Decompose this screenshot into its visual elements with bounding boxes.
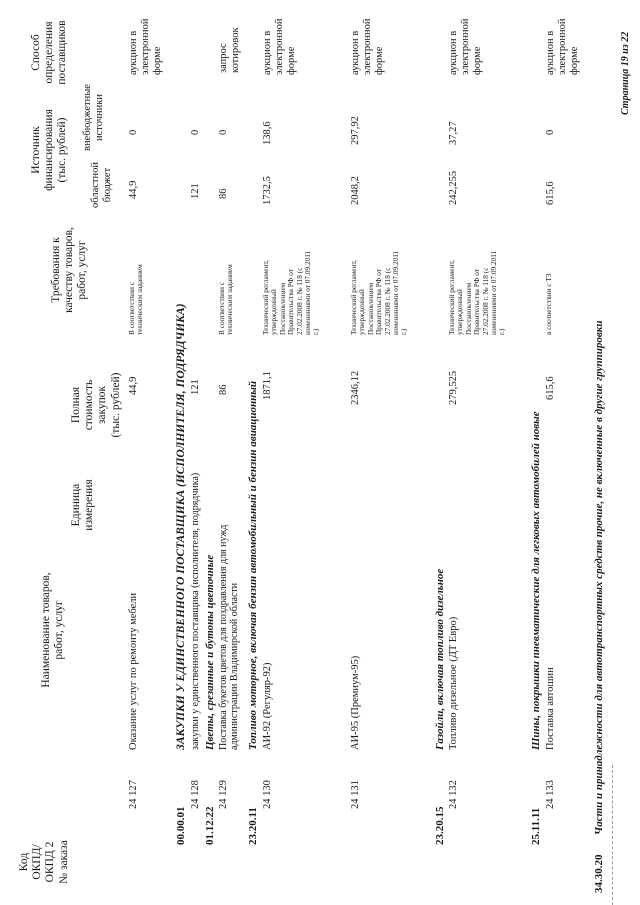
- cell-num: 127: [128, 780, 139, 796]
- row-127-req: [128, 264, 145, 335]
- header-method-line: поставщиков: [56, 20, 69, 85]
- row-127-extra: 0: [128, 129, 139, 135]
- req-line: Постановлением: [463, 282, 473, 335]
- row-127-method: [128, 18, 163, 75]
- header-cost-line: (тыс. рублей): [109, 372, 122, 438]
- row-132-code: [448, 780, 460, 809]
- header-name: [40, 555, 66, 705]
- req-line: Правительства РФ от: [286, 268, 296, 335]
- row-132-name: Топливо дизельное (ДТ Евро): [448, 616, 459, 750]
- req-line: изменениями от 07.09.2011: [488, 250, 498, 335]
- row-133-budget: 615,6: [545, 181, 556, 205]
- row-133-cost: 615,6: [545, 376, 556, 400]
- row-131-req: [350, 251, 409, 335]
- row-132-cost: 279,525: [448, 370, 459, 405]
- header-src-line: финансирования: [43, 109, 56, 191]
- method-line: электронной: [273, 18, 285, 75]
- header-cost-line: стоимость: [83, 379, 96, 431]
- header-code-line: Код: [18, 852, 30, 872]
- req-line: 27.02.2008 г. № 118 (с: [480, 267, 490, 335]
- method-line: котировок: [229, 27, 241, 73]
- section-00-00-01-title: ЗАКУПКИ У ЕДИНСТВЕННОГО ПОСТАВЩИКА (ИСПОЛНИТЕЛЯ, ПОДРЯДЧИКА): [175, 303, 187, 750]
- cell-code: 24: [545, 798, 556, 809]
- header-source: [30, 100, 70, 200]
- method-line: форме: [285, 46, 297, 75]
- row-130-name: АИ-92 (Регуляр-92): [262, 662, 273, 750]
- req-line: В соответствии с: [127, 282, 136, 335]
- method-line: форме: [568, 46, 580, 75]
- method-line: аукцион в: [262, 30, 273, 75]
- row-131-code: [350, 780, 362, 809]
- page-number: Страница 19 из 22: [620, 31, 631, 115]
- req-line: изменениями от 07.09.2011: [390, 250, 400, 335]
- method-line: аукцион в: [545, 30, 556, 75]
- method-line: электронной: [361, 18, 373, 75]
- cell-num: 129: [218, 780, 229, 796]
- header-src-line: (тыс. рублей): [56, 117, 69, 183]
- section-25-11-11-title: Шины, покрышки пневматические для легковых автомобилей новые: [530, 411, 542, 750]
- method-line: электронной: [139, 18, 151, 75]
- row-133-extra: 0: [545, 129, 556, 135]
- row-129-extra: 0: [218, 129, 229, 135]
- header-source-budget: [90, 155, 114, 215]
- row-133-method: [545, 18, 580, 75]
- row-132-method: [448, 18, 483, 75]
- row-130-budget: 1732,5: [262, 176, 273, 205]
- row-127-cost: 44,9: [128, 376, 139, 395]
- row-128-cost: 121: [190, 379, 201, 395]
- cell-num: 133: [545, 780, 556, 796]
- cell-num: 132: [448, 780, 459, 796]
- req-line: Постановлением: [365, 282, 375, 335]
- cell-num: 130: [262, 780, 273, 796]
- method-line: аукцион в: [350, 30, 361, 75]
- cell-code: 24: [448, 798, 459, 809]
- req-line: Постановлением: [277, 282, 287, 335]
- cell-num: 131: [350, 780, 361, 796]
- method-line: электронной: [459, 18, 471, 75]
- header-code: [18, 827, 71, 897]
- req-line: утвержденный: [269, 289, 279, 335]
- section-23-20-11-code: 23.20.11: [247, 807, 259, 845]
- section-34-30-20-title: Части и принадлежности для автотранспортных средств прочие, не включенные в другие группировки: [593, 320, 605, 835]
- header-req-line: работ, услуг: [76, 240, 89, 300]
- cell-code: 24: [218, 798, 229, 809]
- header-src-line: Источник: [30, 126, 42, 174]
- header-name-line: Наименование товаров,: [40, 572, 52, 688]
- header-code-line: ОКПД/: [31, 844, 44, 880]
- header-cost: [70, 355, 123, 455]
- row-133-name: Поставка автошин: [545, 667, 556, 750]
- req-line: г.): [399, 328, 409, 335]
- scan-artifact-line: [612, 765, 613, 905]
- header-unit-line: Единица: [70, 483, 82, 527]
- row-129-method: [218, 27, 242, 73]
- section-23-20-11-title: Топливо моторное, включая бензин автомобильный и бензин авиационный: [247, 380, 259, 750]
- row-128-code: [190, 780, 202, 809]
- row-132-req: [448, 251, 507, 335]
- req-line: Правительства РФ от: [472, 268, 482, 335]
- row-128-extra: 0: [190, 129, 201, 135]
- header-method: [30, 10, 70, 95]
- section-23-20-15-title: Газойли, включая топливо дизельное: [434, 568, 446, 750]
- req-line: г.): [497, 328, 507, 335]
- row-130-cost: 1871,1: [262, 371, 273, 400]
- header-req-line: Требования к: [50, 237, 62, 303]
- row-132-budget: 242,255: [448, 170, 459, 205]
- header-src-sub-line: внебюджетные: [82, 84, 93, 151]
- header-src-sub-line: бюджет: [102, 167, 114, 203]
- header-cost-line: Полная: [70, 386, 82, 424]
- header-method-line: определения: [43, 21, 56, 84]
- row-128-name: закупки у единственного поставщика (исполнителя, подрядчика): [190, 472, 201, 750]
- row-132-extra: 37,27: [448, 121, 459, 145]
- header-source-extra: [82, 80, 106, 155]
- row-131-extra: 297,92: [350, 116, 361, 145]
- row-129-budget: 86: [218, 188, 229, 199]
- row-130-method: [262, 18, 297, 75]
- name-line: Поставка букетов цветов для поздравления для нужд: [218, 524, 229, 750]
- header-unit: [70, 465, 96, 545]
- method-line: запрос: [218, 43, 229, 73]
- row-129-req: [218, 264, 235, 335]
- req-line: В соответствии с: [217, 282, 226, 335]
- row-127-name: Оказание услуг по ремонту мебели: [128, 592, 139, 750]
- req-line: техническим заданием: [135, 264, 145, 335]
- section-34-30-20-code: 34.30.20: [593, 854, 605, 893]
- row-129-name: [218, 525, 240, 750]
- row-133-code: [545, 780, 557, 809]
- row-127-budget: 44,9: [128, 180, 139, 199]
- req-line: изменениями от 07.09.2011: [302, 250, 312, 335]
- header-requirements: [50, 205, 90, 335]
- row-131-budget: 2048,2: [350, 176, 361, 205]
- row-131-method: [350, 18, 385, 75]
- req-line: Технический регламент,: [447, 260, 456, 335]
- method-line: аукцион в: [128, 30, 139, 75]
- header-code-line: № заказа: [57, 840, 70, 884]
- row-130-extra: 138,6: [262, 121, 273, 145]
- section-01-12-22-title: Цветы, срезанные и бутоны цветочные: [204, 554, 216, 750]
- req-line: Технический регламент,: [349, 260, 358, 335]
- method-line: аукцион в: [448, 30, 459, 75]
- row-130-req: [262, 251, 321, 335]
- req-line: г.): [311, 328, 321, 335]
- header-unit-line: измерения: [83, 479, 96, 531]
- req-line: Технический регламент,: [261, 260, 270, 335]
- row-131-cost: 2346,12: [350, 370, 361, 405]
- method-line: форме: [373, 46, 385, 75]
- method-line: форме: [151, 46, 163, 75]
- header-req-line: качеству товаров,: [63, 227, 76, 313]
- row-129-code: [218, 780, 230, 809]
- row-129-cost: 86: [218, 384, 229, 395]
- cell-code: 24: [262, 798, 273, 809]
- method-line: электронной: [556, 18, 568, 75]
- row-130-code: [262, 780, 274, 809]
- section-25-11-11-code: 25.11.11: [530, 807, 542, 845]
- req-line: утвержденный: [455, 289, 465, 335]
- req-line: 27.02.2008 г. № 118 (с: [294, 267, 304, 335]
- header-code-line: ОКПД 2: [44, 841, 57, 883]
- row-127-code: [128, 780, 140, 809]
- method-line: форме: [471, 46, 483, 75]
- header-src-sub-line: областной: [90, 162, 101, 208]
- req-line: техническим заданием: [225, 264, 235, 335]
- row-133-req: в соответствии с ТЗ: [544, 273, 553, 335]
- header-cost-line: закупок: [96, 385, 109, 425]
- section-23-20-15-code: 23.20.15: [434, 806, 446, 845]
- cell-code: 24: [190, 798, 201, 809]
- cell-num: 128: [190, 780, 201, 796]
- header-name-line: работ, услуг: [53, 600, 66, 660]
- section-01-12-22-code: 01.12.22: [204, 806, 216, 845]
- header-method-line: Способ: [30, 34, 42, 71]
- header-src-sub-line: источники: [94, 94, 106, 141]
- section-00-00-01-code: 00.00.01: [175, 806, 187, 845]
- cell-code: 24: [128, 798, 139, 809]
- name-line: администрации Владимирской области: [229, 582, 241, 750]
- row-128-budget: 121: [190, 183, 201, 199]
- cell-code: 24: [350, 798, 361, 809]
- row-131-name: АИ-95 (Премиум-95): [350, 655, 361, 750]
- req-line: утвержденный: [357, 289, 367, 335]
- req-line: Правительства РФ от: [374, 268, 384, 335]
- req-line: 27.02.2008 г. № 118 (с: [382, 267, 392, 335]
